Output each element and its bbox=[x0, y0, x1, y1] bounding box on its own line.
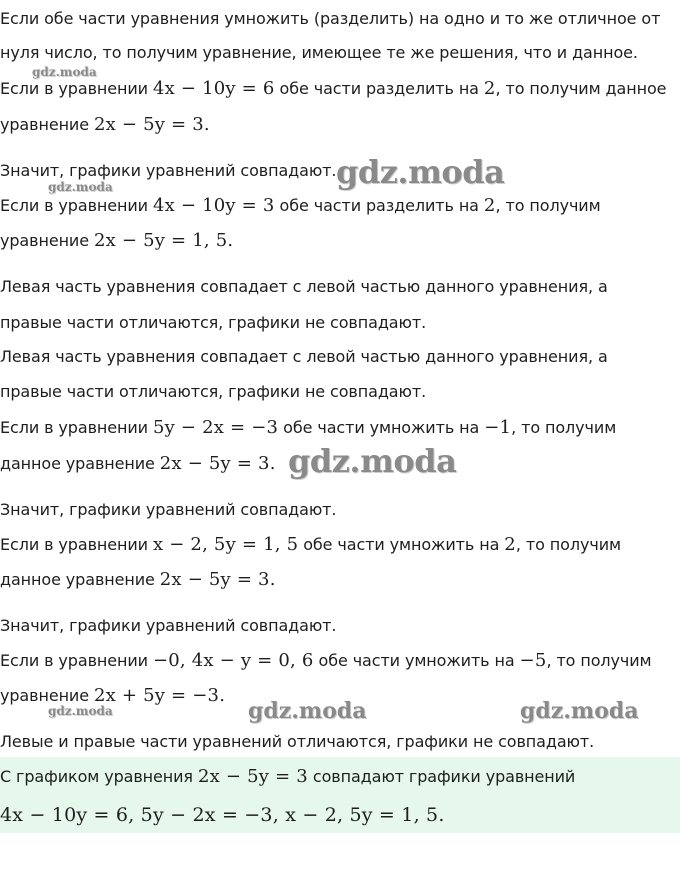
text-span: обе части разделить на bbox=[274, 196, 484, 215]
text-span: правые части отличаются, графики не совпадают. bbox=[0, 382, 427, 401]
text-span: Значит, графики уравнений совпадают. bbox=[0, 616, 337, 635]
text-span: уравнение bbox=[0, 686, 94, 705]
math-expression: 2x − 5y = 3 bbox=[197, 766, 308, 787]
text-line bbox=[0, 196, 601, 216]
math-expression: . bbox=[219, 685, 226, 706]
watermark: gdz.moda bbox=[248, 698, 367, 724]
text-line bbox=[0, 313, 426, 333]
text-span: Левые и правые части уравнений отличаются, графики не совпадают. bbox=[0, 732, 595, 751]
math-expression: 2 bbox=[483, 78, 496, 99]
text-line bbox=[0, 79, 666, 99]
text-span: правые части отличаются, графики не совпадают. bbox=[0, 313, 427, 332]
math-expression: 2x − 5y = 3 bbox=[159, 569, 270, 590]
answer-line bbox=[0, 805, 445, 826]
text-span: обе части разделить на bbox=[274, 79, 484, 98]
text-line bbox=[0, 277, 608, 297]
watermark: gdz.moda bbox=[520, 698, 639, 724]
text-line bbox=[0, 616, 336, 636]
text-span: Если в уравнении bbox=[0, 196, 153, 215]
text-span: , то получим bbox=[511, 418, 617, 437]
math-expression: 2 bbox=[483, 195, 496, 216]
text-span: Левая часть уравнения совпадает с левой частью данного уравнения, а bbox=[0, 347, 608, 366]
math-expression: x − 2, 5y = 1, 5 bbox=[152, 534, 299, 555]
math-expression: 2x − 5y = 3 bbox=[159, 453, 270, 474]
text-span: , то получим bbox=[515, 535, 621, 554]
text-span: обе части умножить на bbox=[298, 535, 505, 554]
watermark: gdz.moda bbox=[336, 153, 505, 191]
answer-line bbox=[0, 767, 575, 787]
text-line bbox=[0, 500, 336, 520]
math-expression: . bbox=[203, 114, 210, 135]
math-expression: . bbox=[227, 230, 234, 251]
text-line bbox=[0, 43, 638, 63]
text-span: Если в уравнении bbox=[0, 79, 153, 98]
watermark: gdz.moda bbox=[32, 65, 97, 79]
text-span: Если в уравнении bbox=[0, 418, 153, 437]
text-span: данное уравнение bbox=[0, 454, 160, 473]
math-expression: 2x − 5y = 1, 5 bbox=[93, 230, 228, 251]
math-expression: . bbox=[269, 569, 276, 590]
text-line bbox=[0, 161, 336, 181]
math-expression: . bbox=[269, 453, 276, 474]
text-span: , то получим bbox=[546, 651, 652, 670]
watermark: gdz.moda bbox=[48, 180, 113, 194]
text-span: нуля число, то получим уравнение, имеющее те же решения, что и данное. bbox=[0, 43, 638, 62]
text-line bbox=[0, 732, 594, 752]
math-expression: 2x − 5y = 3 bbox=[93, 114, 204, 135]
math-expression: 5y − 2x = −3 bbox=[152, 417, 279, 438]
math-expression: 2 bbox=[504, 534, 516, 555]
text-span: Левая часть уравнения совпадает с левой частью данного уравнения, а bbox=[0, 277, 608, 296]
text-line bbox=[0, 535, 621, 555]
text-line bbox=[0, 115, 210, 135]
math-expression: −0, 4x − y = 0, 6 bbox=[152, 650, 314, 671]
math-expression: −1 bbox=[484, 417, 512, 438]
math-expression: 2x + 5y = −3 bbox=[93, 685, 220, 706]
text-line bbox=[0, 231, 233, 251]
math-expression: 4x − 10y = 6, 5y − 2x = −3, x − 2, 5y = 1, 5 bbox=[0, 804, 439, 826]
text-span: Значит, графики уравнений совпадают. bbox=[0, 161, 337, 180]
text-span: Если в уравнении bbox=[0, 651, 153, 670]
math-expression: 4x − 10y = 3 bbox=[152, 195, 275, 216]
text-line bbox=[0, 9, 660, 29]
text-span: Если обе части уравнения умножить (разделить) на одно и то же отличное от bbox=[0, 9, 661, 28]
text-span: обе части умножить на bbox=[313, 651, 520, 670]
watermark: gdz.moda bbox=[48, 704, 113, 718]
text-span: Значит, графики уравнений совпадают. bbox=[0, 500, 337, 519]
text-span: обе части умножить на bbox=[278, 418, 485, 437]
text-line bbox=[0, 418, 616, 438]
watermark: gdz.moda bbox=[288, 442, 457, 480]
text-line bbox=[0, 454, 276, 474]
text-span: совпадают графики уравнений bbox=[307, 767, 576, 786]
math-expression: −5 bbox=[519, 650, 547, 671]
text-span: уравнение bbox=[0, 115, 94, 134]
text-line bbox=[0, 651, 652, 671]
text-span: уравнение bbox=[0, 231, 94, 250]
text-span: , то получим данное bbox=[495, 79, 667, 98]
math-expression: 4x − 10y = 6 bbox=[152, 78, 275, 99]
text-span: Если в уравнении bbox=[0, 535, 153, 554]
text-line bbox=[0, 382, 426, 402]
text-span: , то получим bbox=[495, 196, 601, 215]
math-expression: . bbox=[438, 804, 445, 826]
text-line bbox=[0, 686, 225, 706]
text-line bbox=[0, 347, 608, 367]
text-span: данное уравнение bbox=[0, 570, 160, 589]
text-span: С графиком уравнения bbox=[0, 767, 198, 786]
text-line bbox=[0, 570, 276, 590]
